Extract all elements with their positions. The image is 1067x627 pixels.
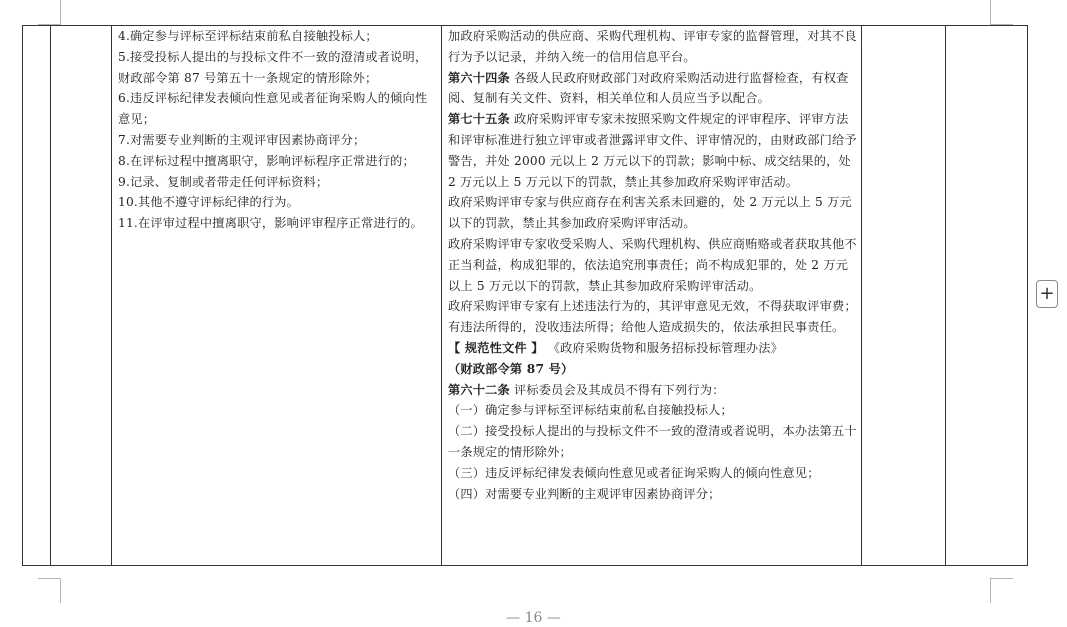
page-number: — 16 — — [506, 610, 561, 626]
crop-mark-bottom-left — [38, 578, 61, 603]
article-heading: 第六十二条 — [448, 382, 510, 397]
article-heading: （财政部令第 87 号） — [448, 361, 574, 376]
table-cell-criteria — [112, 26, 441, 565]
criteria-item: 8.在评标过程中擅离职守，影响评标程序正常进行的； — [118, 153, 415, 168]
criteria-item: 10.其他不遵守评标纪律的行为。 — [118, 195, 300, 210]
legal-basis-paragraph — [448, 400, 857, 421]
legal-basis-paragraph — [448, 338, 857, 359]
criteria-item: 11.在评审过程中擅离职守，影响评审程序正常进行的。 — [118, 216, 423, 231]
article-text: 各级人民政府财政部门对政府采购活动进行监督检查，有权查阅、复制有关文件、资料，相关单位和人员应当予以配合。 — [448, 70, 849, 106]
table-cell-legal-basis — [442, 26, 861, 565]
article-text: 政府采购评审专家未按照采购文件规定的评审程序、评审方法和评审标准进行独立评审或者泄露评审文件、评审情况的，由财政部门给予警告，并处 2000 元以上 2 万元以下的罚款；影响中标、成交结果的，处 2 万元以上 5 万元以下的罚款，禁止其参加政府采购评审活动。 — [448, 112, 857, 189]
article-heading: 第六十四条 — [448, 70, 510, 85]
table-cell-remark — [946, 26, 1028, 565]
table-cell-index — [23, 26, 50, 565]
criteria-item: 7.对需要专业判断的主观评审因素协商评分； — [118, 132, 366, 147]
article-text: 《政府采购货物和服务招标投标管理办法》 — [547, 340, 784, 355]
legal-basis-paragraph — [448, 296, 857, 338]
legal-basis-paragraph — [448, 484, 857, 505]
regulation-table — [22, 25, 1028, 566]
table-cell-item — [51, 26, 111, 565]
article-text: （三）违反评标纪律发表倾向性意见或者征询采购人的倾向性意见； — [448, 465, 820, 480]
expand-row-button[interactable]: + — [1036, 280, 1058, 308]
article-text: （二）接受投标人提出的与投标文件不一致的澄清或者说明，本办法第五十一条规定的情形除外； — [448, 424, 857, 459]
crop-mark-bottom-right — [990, 578, 1013, 603]
table-cell-penalty — [862, 26, 945, 565]
legal-basis-paragraph — [448, 463, 857, 484]
article-text: （一）确定参与评标至评标结束前私自接触投标人； — [448, 403, 733, 418]
legal-basis-paragraph — [448, 359, 857, 380]
legal-basis-paragraph — [448, 380, 857, 401]
article-text: 政府采购评审专家与供应商存在利害关系未回避的，处 2 万元以上 5 万元以下的罚款，禁止其参加政府采购评审活动。 — [448, 195, 852, 231]
legal-basis-paragraph — [448, 26, 857, 68]
article-text: 评标委员会及其成员不得有下列行为： — [514, 382, 725, 397]
criteria-item: 4.确定参与评标至评标结束前私自接触投标人； — [118, 29, 378, 43]
article-text: 政府采购评审专家有上述违法行为的，其评审意见无效，不得获取评审费；有违法所得的，没收违法所得；给他人造成损失的，依法承担民事责任。 — [448, 299, 857, 335]
criteria-item: 6.违反评标纪律发表倾向性意见或者征询采购人的倾向性意见； — [118, 91, 428, 127]
crop-mark-top-left — [38, 0, 61, 25]
legal-basis-paragraph — [448, 421, 857, 463]
criteria-item: 9.记录、复制或者带走任何评标资料； — [118, 174, 329, 189]
legal-basis-paragraph — [448, 192, 857, 234]
legal-basis-paragraph — [448, 109, 857, 192]
article-text: （四）对需要专业判断的主观评审因素协商评分； — [448, 486, 721, 501]
article-text: 政府采购评审专家收受采购人、采购代理机构、供应商贿赂或者获取其他不正当利益，构成犯罪的，依法追究刑事责任；尚不构成犯罪的，处 2 万元以上 5 万元以下的罚款，禁止其参加政府采购评审活动。 — [448, 236, 857, 293]
article-heading: 【 规范性文件 】 — [448, 340, 544, 355]
article-text: 加政府采购活动的供应商、采购代理机构、评审专家的监督管理，对其不良行为予以记录，并纳入统一的信用信息平台。 — [448, 29, 857, 64]
legal-basis-paragraph — [448, 234, 857, 296]
legal-basis-paragraph — [448, 68, 857, 110]
article-heading: 第七十五条 — [448, 112, 510, 127]
criteria-item: 5.接受投标人提出的与投标文件不一致的澄清或者说明，财政部令第 87 号第五十一条规定的情形除外； — [118, 49, 428, 85]
crop-mark-top-right — [990, 0, 1013, 25]
